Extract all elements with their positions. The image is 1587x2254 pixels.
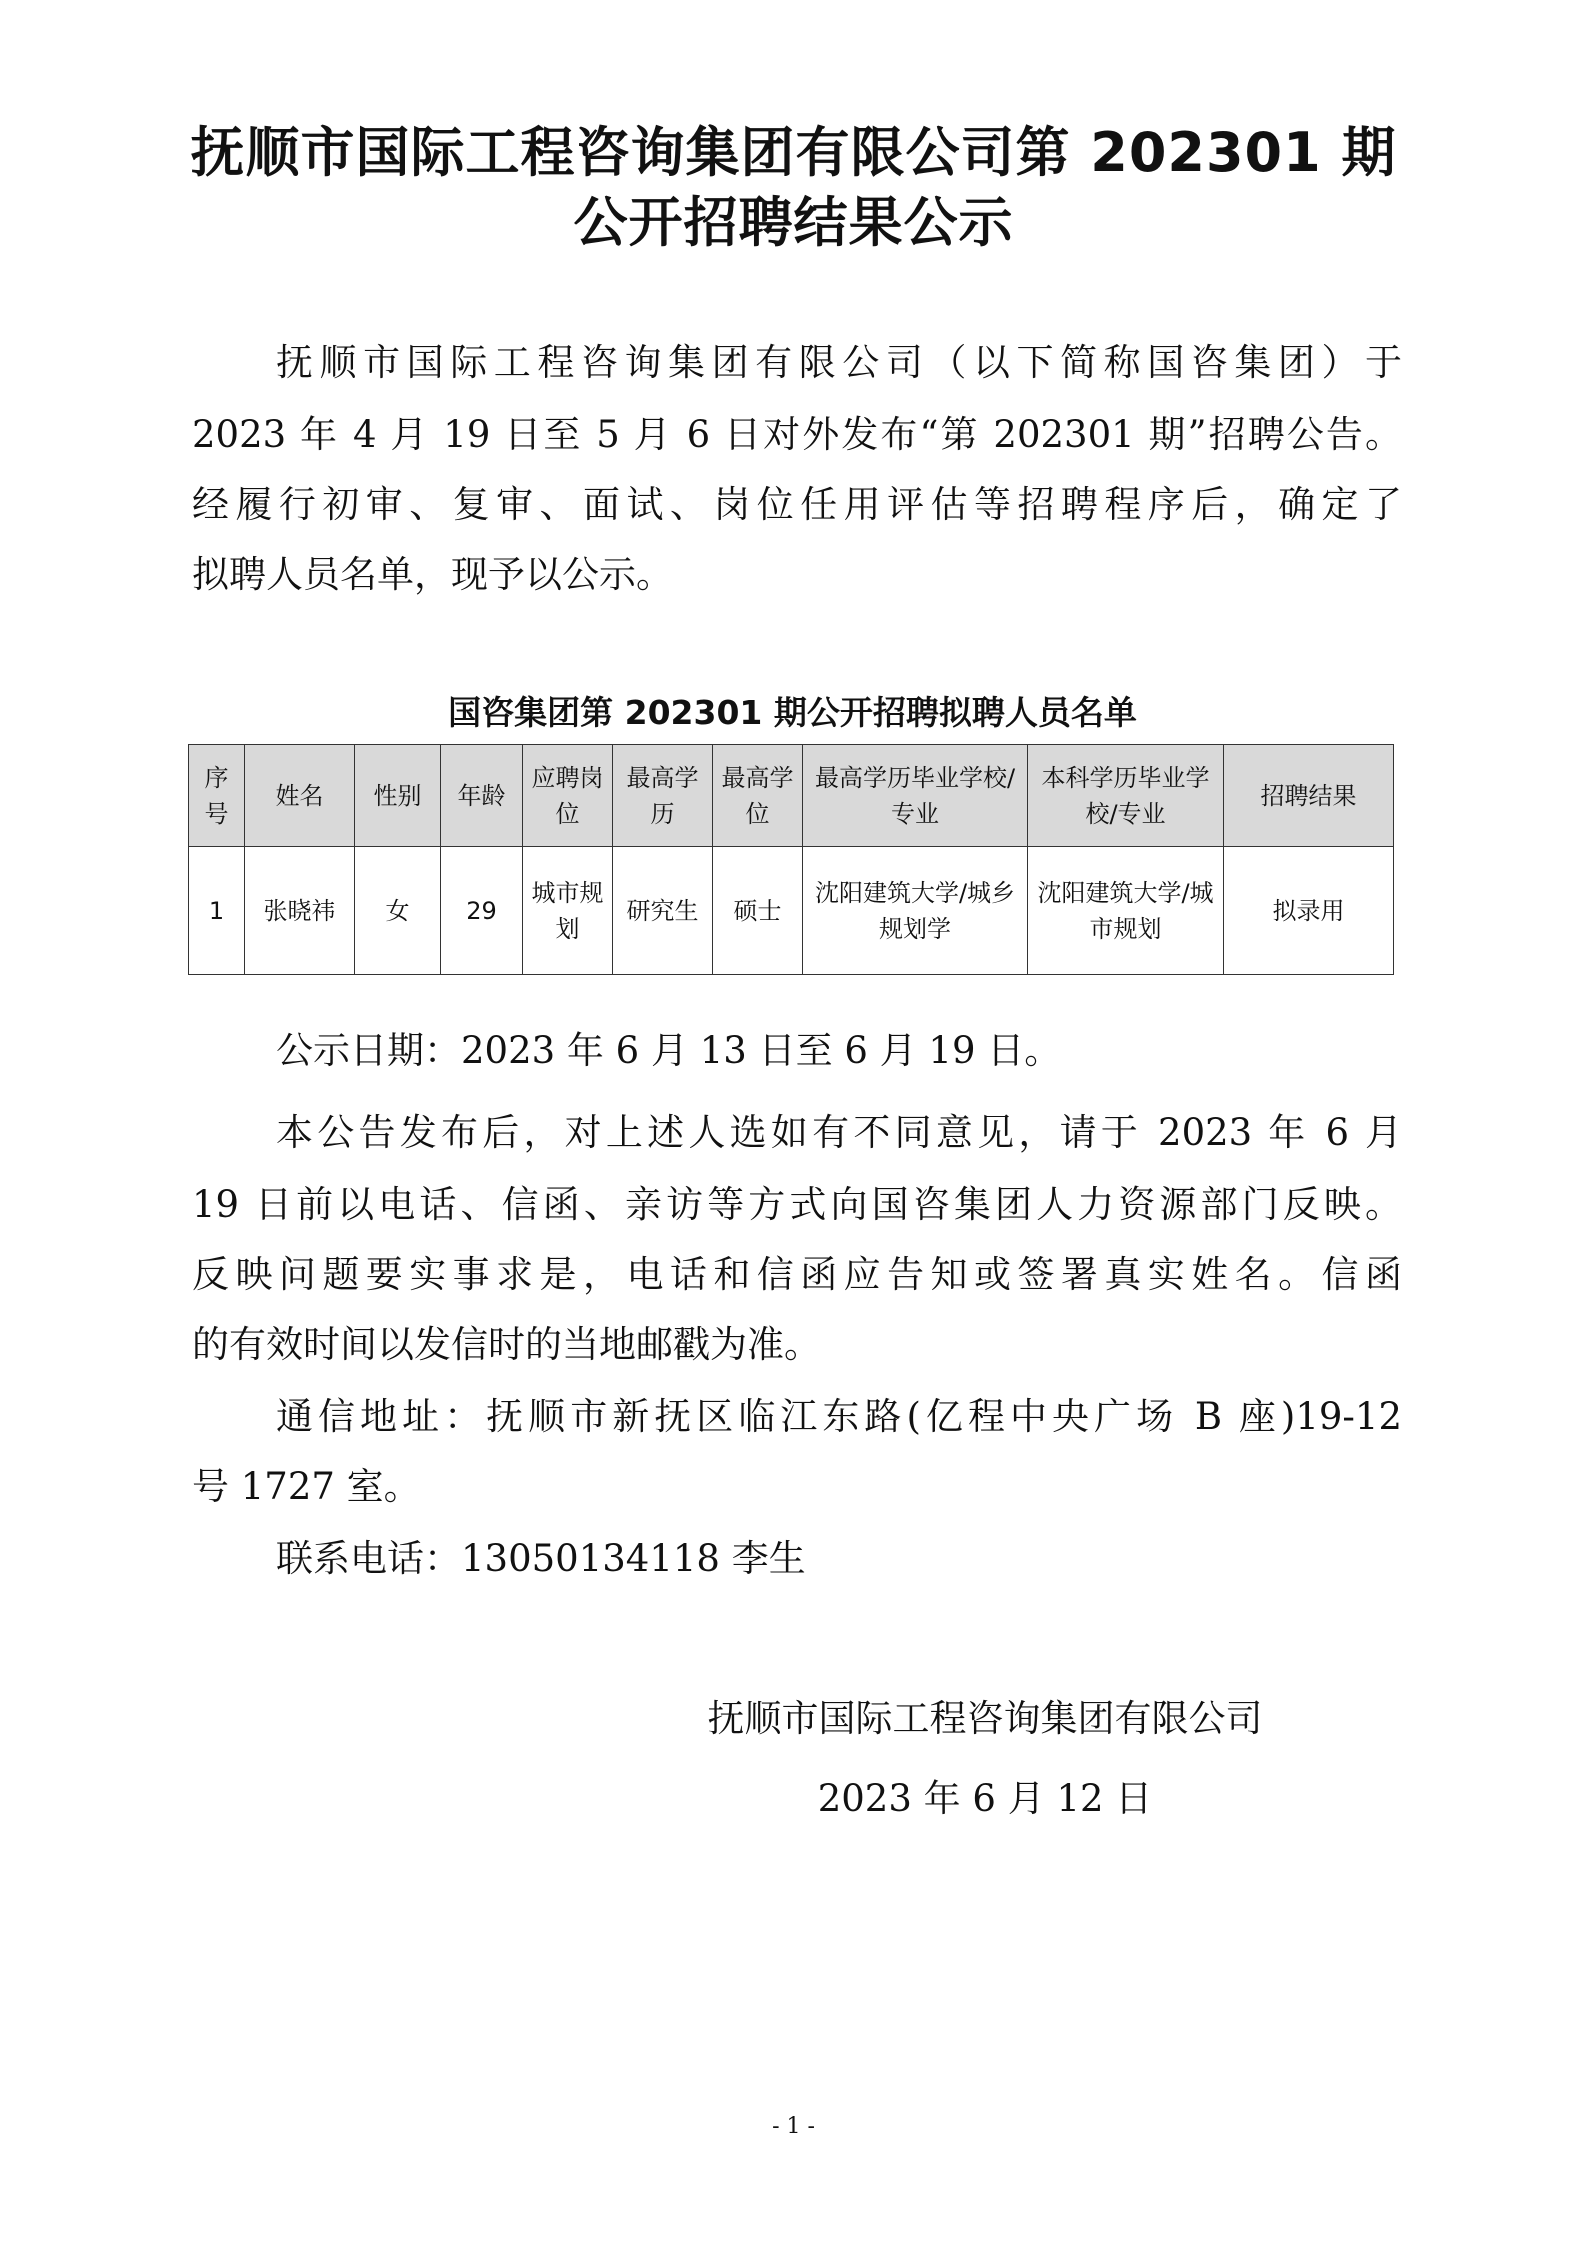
header-highest-school-major: 最高学历毕业学校/专业 [803,745,1028,847]
header-index: 序号 [189,745,245,847]
objection-line-3: 反映问题要实事求是，电话和信函应告知或签署真实姓名。信函 [192,1253,1402,1296]
header-result: 招聘结果 [1224,745,1394,847]
table-row [189,847,1394,975]
cell-position: 城市规划 [523,847,613,975]
header-age: 年龄 [441,745,523,847]
candidate-table [188,744,1394,975]
header-highest-degree: 最高学位 [713,745,803,847]
intro-line-2: 2023 年 4 月 19 日至 5 月 6 日对外发布“第 202301 期”招聘公告。 [192,413,1402,456]
notice-period: 公示日期：2023 年 6 月 13 日至 6 月 19 日。 [276,1029,1062,1072]
intro-line-1: 抚顺市国际工程咨询集团有限公司（以下简称国咨集团）于 [276,341,1402,384]
intro-line-4: 拟聘人员名单，现予以公示。 [192,553,673,596]
objection-line-2: 19 日前以电话、信函、亲访等方式向国咨集团人力资源部门反映。 [192,1183,1402,1226]
objection-line-1: 本公告发布后，对上述人选如有不同意见，请于 2023 年 6 月 [276,1111,1402,1154]
table-caption: 国咨集团第 202301 期公开招聘拟聘人员名单 [448,693,1137,732]
header-name: 姓名 [245,745,355,847]
address-line-1: 通信地址：抚顺市新抚区临江东路(亿程中央广场 B 座)19-12 [276,1395,1402,1438]
document-title-line1: 抚顺市国际工程咨询集团有限公司第 202301 期 [190,121,1397,184]
cell-age: 29 [441,847,523,975]
page-number: - 1 - [772,2114,815,2139]
address-line-2: 号 1727 室。 [192,1465,421,1508]
cell-undergrad-school-major: 沈阳建筑大学/城市规划 [1028,847,1224,975]
header-undergrad-school-major: 本科学历毕业学校/专业 [1028,745,1224,847]
cell-gender: 女 [355,847,441,975]
header-gender: 性别 [355,745,441,847]
cell-highest-degree: 硕士 [713,847,803,975]
header-position: 应聘岗位 [523,745,613,847]
signature-date: 2023 年 6 月 12 日 [817,1777,1153,1820]
cell-result: 拟录用 [1224,847,1394,975]
objection-line-4: 的有效时间以发信时的当地邮戳为准。 [192,1323,821,1366]
cell-name: 张晓祎 [245,847,355,975]
document-title-line2: 公开招聘结果公示 [573,191,1014,254]
contact-line: 联系电话：13050134118 李生 [276,1537,806,1580]
header-highest-education: 最高学历 [613,745,713,847]
table-header-row [189,745,1394,847]
signature-organization: 抚顺市国际工程咨询集团有限公司 [707,1697,1263,1740]
cell-highest-school-major: 沈阳建筑大学/城乡规划学 [803,847,1028,975]
intro-line-3: 经履行初审、复审、面试、岗位任用评估等招聘程序后，确定了 [192,483,1402,526]
cell-highest-education: 研究生 [613,847,713,975]
cell-index: 1 [189,847,245,975]
